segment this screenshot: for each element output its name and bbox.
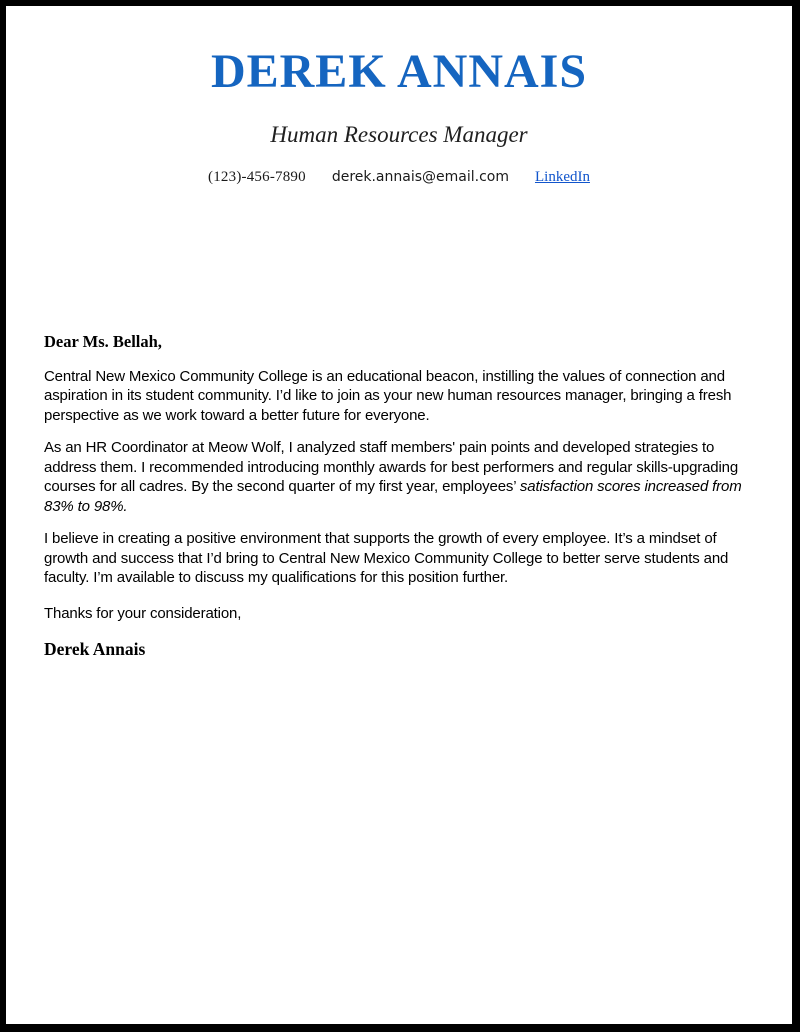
paragraph-intro: Central New Mexico Community College is an educational beacon, instilling the values of connection and aspiration in its student community. I’d like to join as your new human resources manager, bringing a fresh perspective as we work toward a better future for everyone. bbox=[44, 367, 732, 424]
applicant-name: DEREK ANNAIS bbox=[210, 45, 588, 98]
greeting: Dear Ms. Bellah, bbox=[44, 332, 162, 351]
job-title: Human Resources Manager bbox=[270, 122, 528, 147]
email-address: derek.annais@email.com bbox=[331, 169, 509, 185]
signature: Derek Annais bbox=[44, 639, 146, 659]
paragraph-experience-italic-stat: satisfaction scores increased from 83% to 98%. bbox=[44, 478, 742, 515]
letter-header bbox=[6, 6, 792, 186]
paragraph-belief: I believe in creating a positive environment that supports the growth of every employee. It’s a mindset of growth and success that I’d bring to Central New Mexico Community College to better serve students and faculty. I’m available to discuss my qualifications for this position further. bbox=[44, 530, 729, 586]
closing-line: Thanks for your consideration, bbox=[44, 604, 242, 622]
phone-number: (123)-456-7890 bbox=[208, 169, 306, 185]
paragraph-experience-text: As an HR Coordinator at Meow Wolf, I analyzed staff members' pain points and developed strategies to address them. I recommended introducing monthly awards for best performers and regular skills-upgrading courses for all cadres. By the second quarter of my first year, employees’ bbox=[44, 439, 739, 495]
contact-row bbox=[6, 169, 792, 186]
letter-body bbox=[6, 332, 792, 660]
paragraph-experience bbox=[44, 438, 754, 516]
linkedin-link[interactable]: LinkedIn bbox=[534, 169, 590, 185]
